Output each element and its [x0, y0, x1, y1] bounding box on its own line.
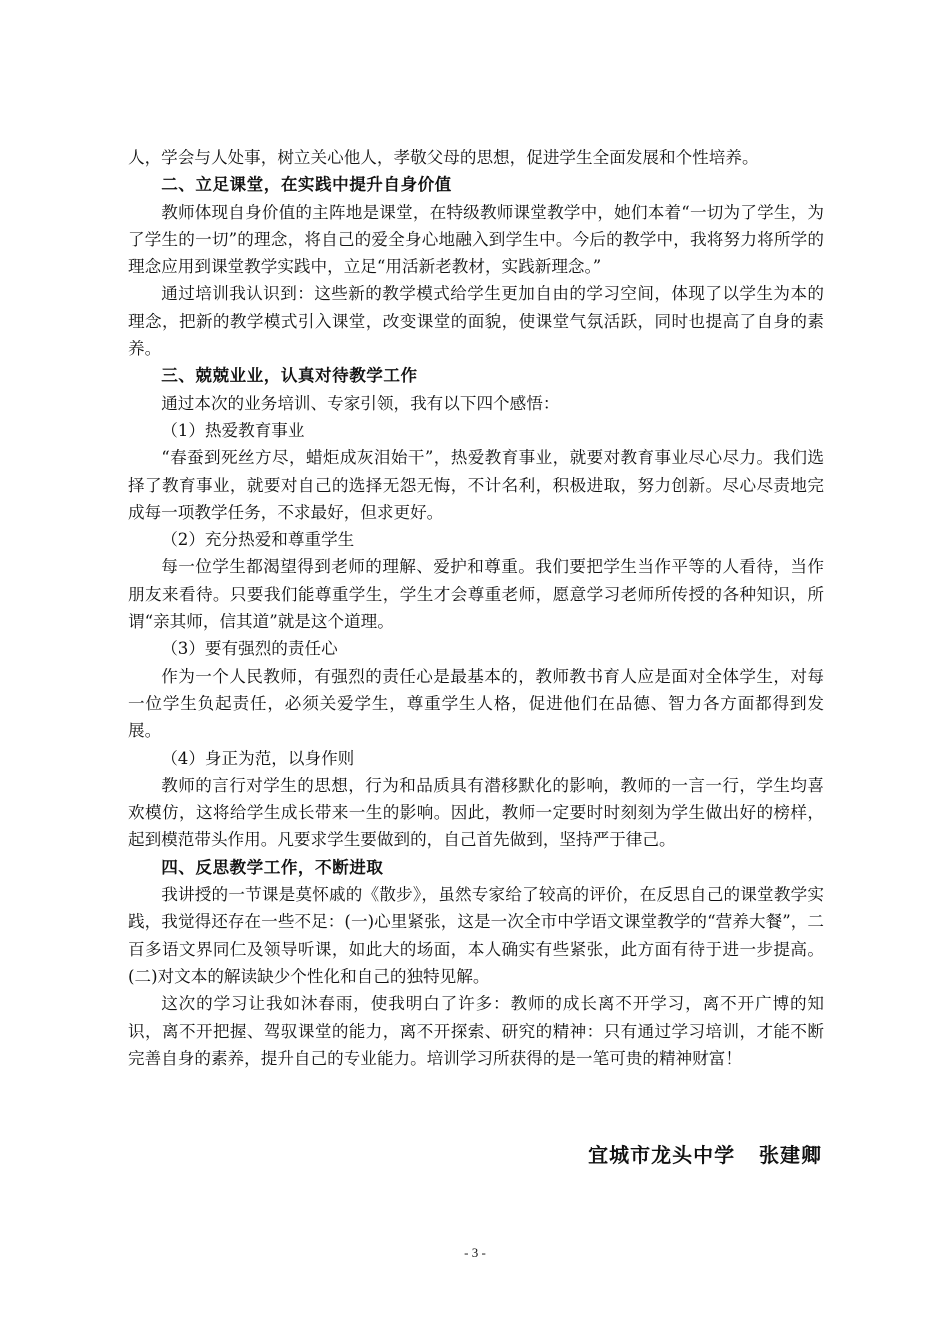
paragraph: （3）要有强烈的责任心 — [161, 639, 338, 659]
paragraph: （1）热爱教育事业 — [161, 420, 305, 440]
paragraph: 教师的言行对学生的思想，行为和品质具有潜移默化的影响，教师的一言一行，学生均喜欢模仿，这将给学生成长带来一生的影响。因此，教师一定要时时刻刻为学生做出好的榜样，起到模范带头作用。凡要求学生要做到的，自己首先做到，坚持严于律己。 — [128, 775, 824, 850]
paragraph: 教师体现自身价值的主阵地是课堂，在特级教师课堂教学中，她们本着“一切为了学生，为了学生的一切”的理念，将自己的爱全身心地融入到学生中。今后的教学中，我将努力将所学的理念应用到课堂教学实践中，立足“用活新老教材，实践新理念。” — [128, 202, 824, 277]
paragraph: 人，学会与人处事，树立关心他人，孝敬父母的思想，促进学生全面发展和个性培养。 — [128, 148, 759, 167]
paragraph: 通过本次的业务培训、专家引领，我有以下四个感悟： — [161, 393, 560, 413]
paragraph: 每一位学生都渴望得到老师的理解、爱护和尊重。我们要把学生当作平等的人看待，当作朋友来看待。只要我们能尊重学生，学生才会尊重老师，愿意学习老师所传授的各种知识，所谓“亲其师，信其道”就是这个道理。 — [128, 557, 824, 632]
document-body — [128, 144, 824, 1072]
paragraph: 我讲授的一节课是莫怀戚的《散步》，虽然专家给了较高的评价，在反思自己的课堂教学实践，我觉得还存在一些不足：(一)心里紧张，这是一次全市中学语文课堂教学的“营养大餐”，二百多语文界同仁及领导听课，如此大的场面，本人确实有些紧张，此方面有待于进一步提高。(二)对文本的解读缺少个性化和自己的独特见解。 — [128, 885, 824, 986]
section-heading: 三、兢兢业业，认真对待教学工作 — [161, 365, 418, 386]
paragraph: 通过培训我认识到：这些新的教学模式给学生更加自由的学习空间，体现了以学生为本的理念，把新的教学模式引入课堂，改变课堂的面貌，使课堂气氛活跃，同时也提高了自身的素养。 — [128, 284, 824, 359]
paragraph: 作为一个人民教师，有强烈的责任心是最基本的，教师教书育人应是面对全体学生，对每一位学生负起责任，必须关爱学生，尊重学生人格，促进他们在品德、智力各方面都得到发展。 — [128, 666, 824, 741]
page-number: - 3 - — [464, 1245, 486, 1260]
paragraph: 这次的学习让我如沐春雨，使我明白了许多：教师的成长离不开学习，离不开广博的知识，离不开把握、驾驭课堂的能力，离不开探索、研究的精神：只有通过学习培训，才能不断完善自身的素养，提升自己的专业能力。培训学习所获得的是一笔可贵的精神财富！ — [128, 994, 824, 1068]
section-heading: 四、反思教学工作，不断进取 — [161, 856, 384, 877]
paragraph: （2）充分热爱和尊重学生 — [161, 530, 355, 550]
paragraph: “春蚕到死丝方尽，蜡炬成灰泪始干”，热爱教育事业，就要对教育事业尽心尽力。我们选择了教育事业，就要对自己的选择无怨无悔，不计名利，积极进取，努力创新。尽心尽责地完成每一项教学任务，不求最好，但求更好。 — [128, 448, 824, 522]
section-heading: 二、立足课堂，在实践中提升自身价值 — [161, 174, 452, 195]
signature: 宜城市龙头中学 张建卿 — [588, 1143, 822, 1167]
paragraph: （4）身正为范，以身作则 — [161, 748, 355, 768]
